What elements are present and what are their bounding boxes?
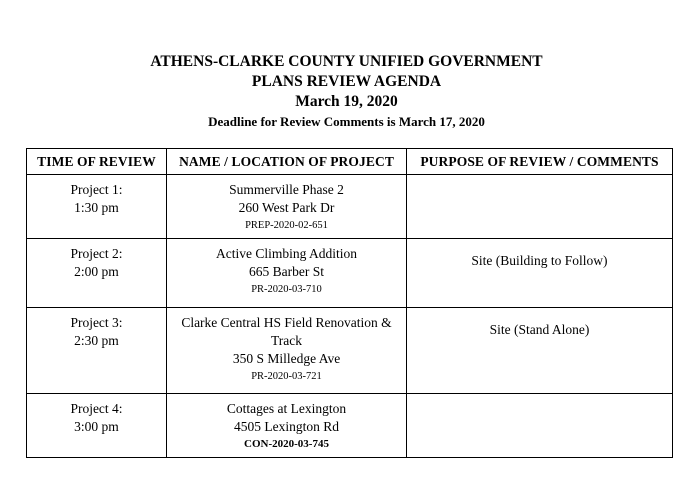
project-code: PR-2020-03-721: [251, 371, 322, 382]
project-number: Project 3:: [70, 315, 123, 330]
project-name: Cottages at Lexington: [226, 401, 347, 416]
purpose-text: Site (Stand Alone): [489, 322, 590, 337]
review-time: 1:30 pm: [74, 200, 119, 215]
time-cell: [27, 239, 167, 308]
project-code: PREP-2020-02-651: [245, 220, 328, 231]
column-header-name-location: NAME / LOCATION OF PROJECT: [167, 149, 407, 175]
time-cell: [27, 394, 167, 458]
table-row: [27, 175, 673, 239]
project-code: PR-2020-03-710: [251, 284, 322, 295]
review-time: 2:00 pm: [74, 264, 119, 279]
project-number: Project 1:: [70, 182, 123, 197]
project-name-continued: Track: [270, 333, 302, 348]
purpose-cell: [407, 308, 673, 394]
project-code: CON-2020-03-745: [244, 438, 329, 450]
project-address: 350 S Milledge Ave: [232, 351, 341, 366]
project-address: 4505 Lexington Rd: [234, 419, 339, 434]
table-header-row: [27, 149, 673, 175]
project-name: Summerville Phase 2: [229, 182, 344, 197]
purpose-text: [407, 175, 672, 188]
name-location-cell: [167, 239, 407, 308]
name-location-cell: [167, 394, 407, 458]
deadline-note: Deadline for Review Comments is March 17, 2020: [208, 114, 485, 129]
table-row: [27, 239, 673, 308]
purpose-cell: [407, 239, 673, 308]
project-name: Active Climbing Addition: [216, 246, 357, 261]
document-title: ATHENS-CLARKE COUNTY UNIFIED GOVERNMENT: [150, 53, 543, 70]
purpose-text: [407, 394, 672, 407]
review-time: 2:30 pm: [74, 333, 119, 348]
table-row: [27, 308, 673, 394]
project-number: Project 4:: [70, 401, 123, 416]
project-name: Clarke Central HS Field Renovation &: [181, 315, 392, 330]
purpose-cell: [407, 175, 673, 239]
name-location-cell: [167, 308, 407, 394]
purpose-text: Site (Building to Follow): [471, 253, 608, 268]
agenda-table: [26, 148, 673, 458]
purpose-cell: [407, 394, 673, 458]
time-cell: [27, 308, 167, 394]
table-row: [27, 394, 673, 458]
project-address: 260 West Park Dr: [238, 200, 335, 215]
review-time: 3:00 pm: [74, 419, 119, 434]
column-header-purpose: PURPOSE OF REVIEW / COMMENTS: [407, 149, 673, 175]
time-cell: [27, 175, 167, 239]
agenda-title: PLANS REVIEW AGENDA: [251, 73, 442, 90]
column-header-time: TIME OF REVIEW: [27, 149, 167, 175]
project-address: 665 Barber St: [249, 264, 324, 279]
project-number: Project 2:: [70, 246, 123, 261]
agenda-date: March 19, 2020: [295, 93, 398, 110]
name-location-cell: [167, 175, 407, 239]
